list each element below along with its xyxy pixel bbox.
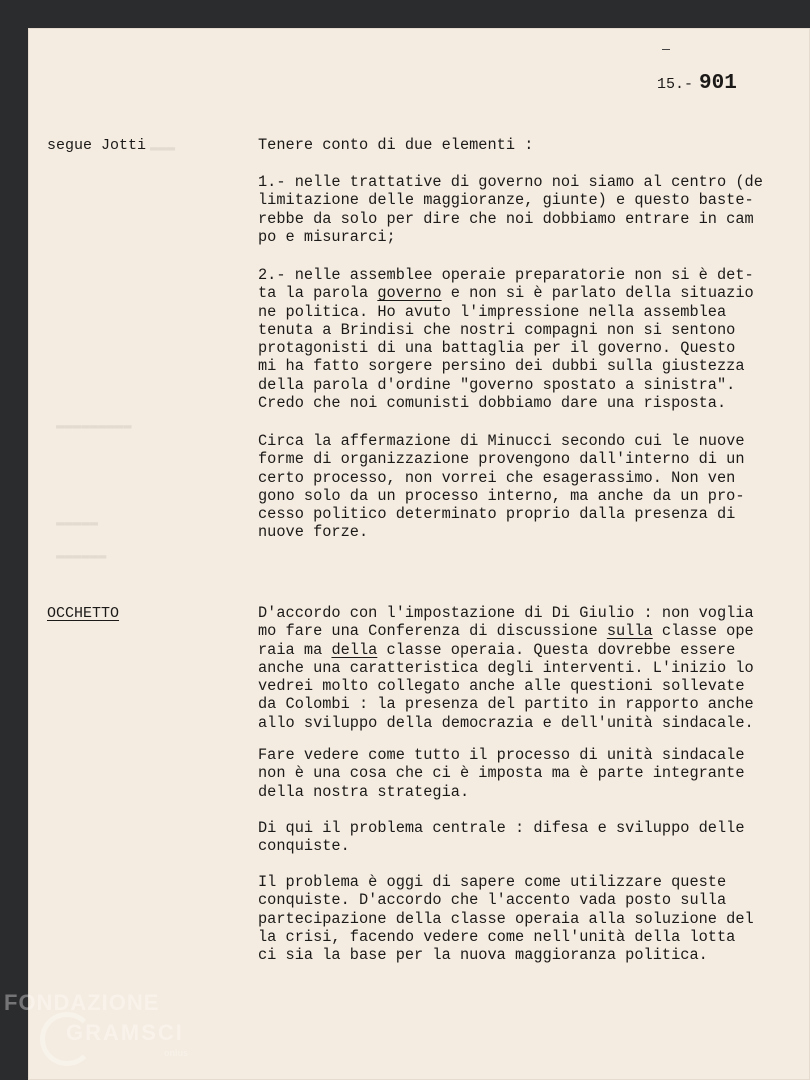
- text-fragment: mo fare una Conferenza di discussione: [258, 622, 607, 641]
- text-line: tenuta a Brindisi che nostri compagni non si sentono: [258, 320, 736, 339]
- text-line: conquiste.: [258, 837, 350, 856]
- text-fragment: classe ope: [652, 622, 754, 641]
- text-line: 2.- nelle assemblee operaie preparatorie non si è det-: [258, 266, 754, 284]
- text-line: gono solo da un processo interno, ma anche da un pro-: [258, 486, 745, 505]
- text-line: rebbe da solo per dire che noi dobbiamo entrare in cam: [258, 209, 754, 228]
- watermark-line-2: GRAMSCI: [66, 1020, 184, 1045]
- bleed-through: ▬▬▬▬▬▬: [56, 548, 107, 564]
- text-line: cesso politico determinato proprio dalla presenza di: [258, 505, 736, 524]
- bleed-through: ▬▬▬▬▬: [56, 515, 99, 531]
- paragraph-occhetto-3: [258, 819, 778, 856]
- text-line: ne politica. Ho avuto l'impressione nella assemblea: [258, 302, 727, 321]
- logo-g-icon: [40, 1012, 94, 1066]
- page-number-main: 901: [699, 72, 737, 95]
- text-fragment: classe operaia. Questa dovrebbe essere: [377, 640, 736, 659]
- text-fragment: e non si è parlato della situazio: [441, 284, 754, 303]
- watermark-line-3: onlus: [164, 1048, 188, 1058]
- text-line: protagonisti di una battaglia per il governo. Questo: [258, 339, 736, 358]
- text-line: forme di organizzazione provengono dall'interno di un: [258, 450, 745, 469]
- underlined-word: della: [331, 640, 378, 659]
- text-line: [258, 641, 778, 659]
- text-line: Il problema è oggi di sapere come utilizzare queste: [258, 873, 727, 891]
- text-line: Credo che noi comunisti dobbiamo dare una risposta.: [258, 394, 727, 413]
- text-line: della parola d'ordine "governo spostato a sinistra".: [258, 375, 736, 394]
- underlined-word: governo: [377, 284, 442, 303]
- text-line: vedrei molto collegato anche alle questioni sollevate: [258, 677, 745, 696]
- page-number: [657, 72, 737, 95]
- text-fragment: ta la parola: [258, 284, 378, 303]
- fondazione-gramsci-watermark: [4, 990, 204, 1058]
- watermark-line-1: FONDAZIONE: [4, 990, 160, 1015]
- paragraph-point-2: [258, 266, 778, 412]
- text-line: Fare vedere come tutto il processo di unità sindacale: [258, 746, 745, 764]
- paragraph-minucci: [258, 432, 778, 542]
- text-line: la crisi, facendo vedere come nell'unità della lotta: [258, 927, 736, 946]
- underlined-word: sulla: [606, 622, 653, 641]
- bleed-through: ▬▬▬▬▬▬▬▬▬: [56, 418, 132, 434]
- paragraph-point-1: [258, 173, 778, 246]
- text-line: [258, 622, 778, 640]
- paragraph-occhetto-2: [258, 746, 778, 801]
- text-line: mi ha fatto sorgere persino dei dubbi sulla giustezza: [258, 357, 745, 376]
- text-line: allo sviluppo della democrazia e dell'unità sindacale.: [258, 713, 754, 732]
- text-line: della nostra strategia.: [258, 782, 470, 801]
- bleed-through: ▬▬▬: [150, 140, 176, 156]
- text-line: ci sia la base per la nuova maggioranza politica.: [258, 946, 708, 965]
- text-line: po e misurarci;: [258, 227, 396, 246]
- text-line: conquiste. D'accordo che l'accento vada posto sulla: [258, 891, 727, 910]
- paragraph-occhetto-1: [258, 604, 778, 732]
- text-line: partecipazione della classe operaia alla soluzione del: [258, 909, 754, 928]
- text-fragment: raia ma: [258, 640, 332, 659]
- text-line: D'accordo con l'impostazione di Di Giulio : non voglia: [258, 604, 754, 622]
- page-mark: [662, 49, 670, 50]
- text-line: Tenere conto di due elementi :: [258, 136, 534, 154]
- text-line: anche una caratteristica degli interventi. L'inizio lo: [258, 658, 754, 677]
- paragraph-intro: [258, 136, 778, 154]
- text-line: limitazione delle maggioranze, giunte) e questo baste-: [258, 191, 754, 210]
- text-line: certo processo, non vorrei che esagerassimo. Non ven: [258, 468, 736, 487]
- text-line: nuove forze.: [258, 523, 369, 542]
- text-line: 1.- nelle trattative di governo noi siamo al centro (de: [258, 173, 763, 191]
- paragraph-occhetto-4: [258, 873, 778, 964]
- text-line: Di qui il problema centrale : difesa e sviluppo delle: [258, 819, 745, 837]
- text-line: non è una cosa che ci è imposta ma è parte integrante: [258, 764, 745, 783]
- speaker-label-occhetto: OCCHETTO: [47, 605, 120, 622]
- speaker-label-jotti: segue Jotti: [47, 137, 147, 154]
- text-line: [258, 284, 778, 302]
- text-line: da Colombi : la presenza del partito in rapporto anche: [258, 695, 754, 714]
- page-number-prefix: 15.-: [657, 76, 694, 93]
- text-line: Circa la affermazione di Minucci secondo cui le nuove: [258, 432, 745, 450]
